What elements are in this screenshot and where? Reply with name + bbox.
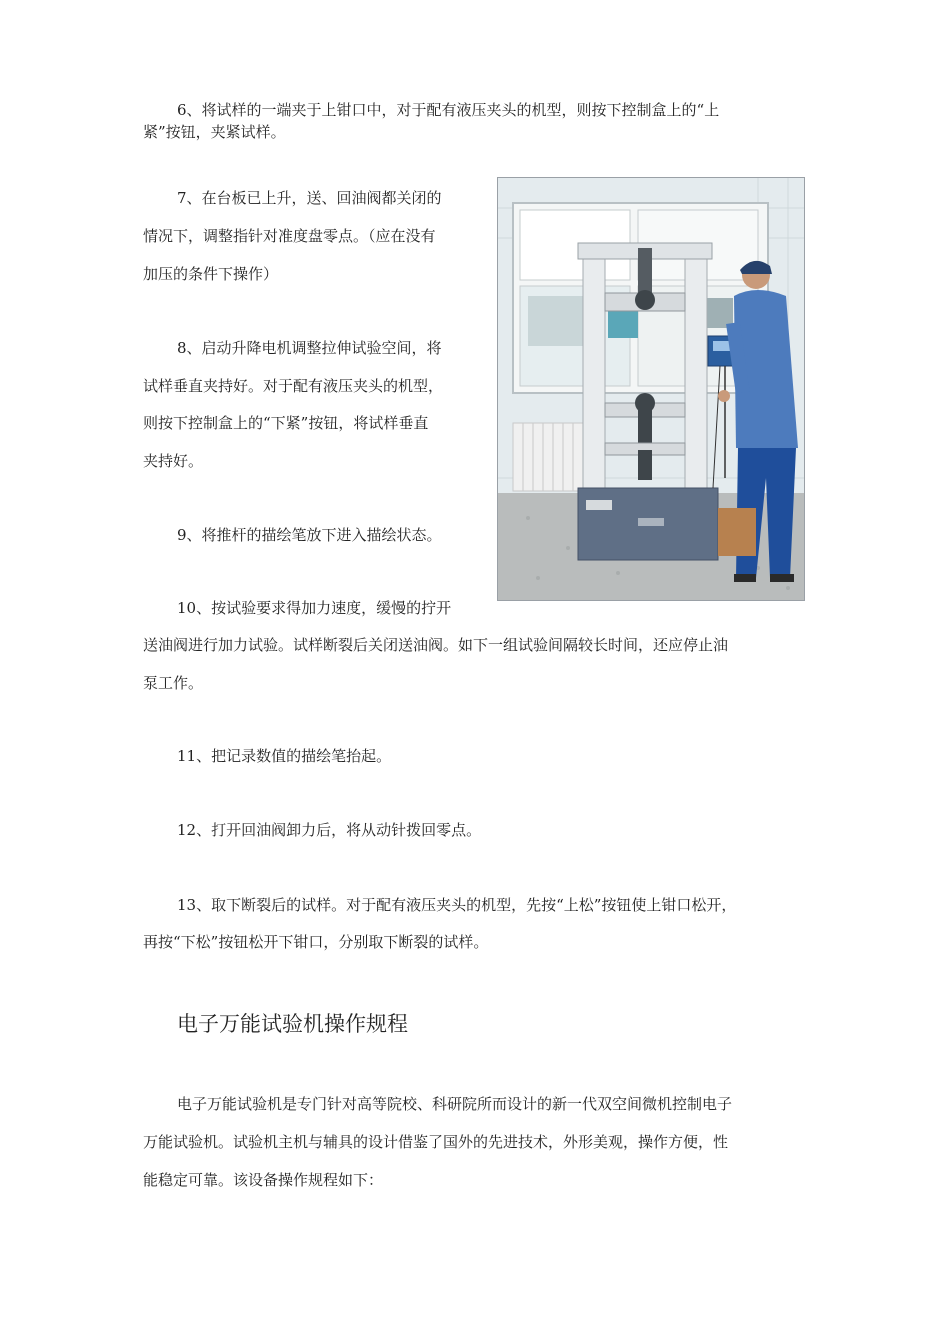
- step-7-line-3: 加压的条件下操作）: [143, 265, 279, 283]
- intro-line-1: 电子万能试验机是专门针对高等院校、科研院所而设计的新一代双空间微机控制电子: [177, 1095, 733, 1113]
- step-12-line-1: 12、打开回油阀卸力后，将从动针拨回零点。: [177, 821, 482, 839]
- step-8-line-4: 夹持好。: [143, 452, 204, 470]
- step-9-line-1: 9、将推杆的描绘笔放下进入描绘状态。: [177, 526, 442, 544]
- step-6-line-2: 紧”按钮，夹紧试样。: [143, 123, 286, 141]
- step-7-line-1: 7、在台板已上升，送、回油阀都关闭的: [177, 189, 442, 207]
- step-10-line-2: 送油阀进行加力试验。试样断裂后关闭送油阀。如下一组试验间隔较长时间，还应停止油: [143, 636, 729, 654]
- step-7-line-2: 情况下，调整指针对准度盘零点。（应在没有: [143, 227, 436, 245]
- step-13-line-1: 13、取下断裂后的试样。对于配有液压夹头的机型，先按“上松”按钮使上钳口松开，: [177, 896, 737, 914]
- step-11-line-1: 11、把记录数值的描绘笔抬起。: [177, 747, 392, 765]
- intro-line-3: 能稳定可靠。该设备操作规程如下：: [143, 1171, 384, 1189]
- step-8-line-3: 则按下控制盒上的“下紧”按钮，将试样垂直: [143, 414, 429, 432]
- step-10-line-3: 泵工作。: [143, 674, 204, 692]
- section-heading: 电子万能试验机操作规程: [177, 1012, 408, 1036]
- step-6-line-1: 6、将试样的一端夹于上钳口中，对于配有液压夹头的机型，则按下控制盒上的“上: [177, 101, 720, 119]
- step-8-line-2: 试样垂直夹持好。对于配有液压夹头的机型，: [143, 377, 444, 395]
- step-13-line-2: 再按“下松”按钮松开下钳口，分别取下断裂的试样。: [143, 933, 489, 951]
- intro-line-2: 万能试验机。试验机主机与辅具的设计借鉴了国外的先进技术，外形美观，操作方便，性: [143, 1133, 729, 1151]
- step-8-line-1: 8、启动升降电机调整拉伸试验空间，将: [177, 339, 442, 357]
- step-10-line-1: 10、按试验要求得加力速度，缓慢的拧开: [177, 599, 452, 617]
- testing-machine-photo: [497, 177, 805, 601]
